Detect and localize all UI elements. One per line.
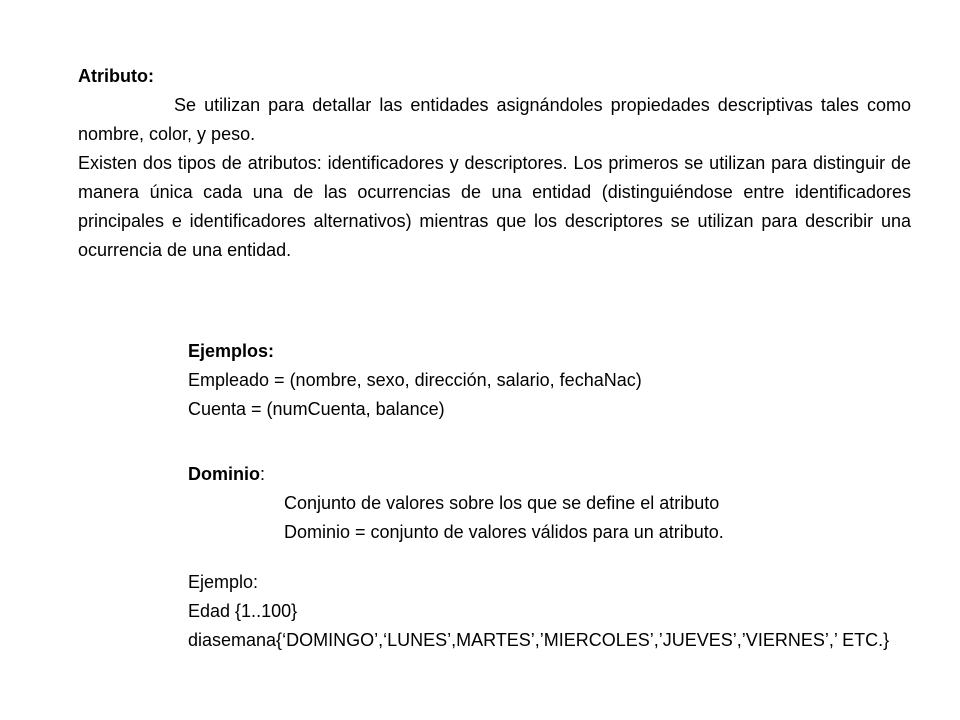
atributo-definition: Se utilizan para detallar las entidades asignándoles propiedades descriptivas tales como nombre, color, y peso. <box>78 95 911 144</box>
dominio-heading-text: Dominio <box>188 464 260 484</box>
dominio-section <box>188 460 724 547</box>
dominio-formula: Dominio = conjunto de valores válidos para un atributo. <box>284 522 724 542</box>
ejemplos-heading: Ejemplos: <box>188 341 275 361</box>
atributo-types-paragraph: Existen dos tipos de atributos: identificadores y descriptores. Los primeros se utilizan para distinguir de manera única cada una de las ocurrencias de una entidad (distinguiéndose entre identificadores principales e identificadores alternativos) mientras que los descriptores se utilizan para describir una ocurrencia de una entidad. <box>78 153 911 260</box>
dominio-definition: Conjunto de valores sobre los que se define el atributo <box>284 493 720 513</box>
atributo-heading: Atributo: <box>78 66 154 86</box>
dominio-heading <box>188 460 724 489</box>
ejemplo-cuenta: Cuenta = (numCuenta, balance) <box>188 399 445 419</box>
ejemplo-edad: Edad {1..100} <box>188 601 298 621</box>
dominio-heading-colon: : <box>260 464 266 484</box>
ejemplo-section <box>188 568 889 655</box>
ejemplo-empleado: Empleado = (nombre, sexo, dirección, salario, fechaNac) <box>188 370 642 390</box>
atributo-section <box>78 62 911 265</box>
ejemplo-diasemana: diasemana{‘DOMINGO’,‘LUNES’,MARTES’,’MIERCOLES’,’JUEVES’,’VIERNES’,’ ETC.} <box>188 630 890 650</box>
ejemplo-heading: Ejemplo: <box>188 572 259 592</box>
ejemplos-section <box>188 337 642 424</box>
